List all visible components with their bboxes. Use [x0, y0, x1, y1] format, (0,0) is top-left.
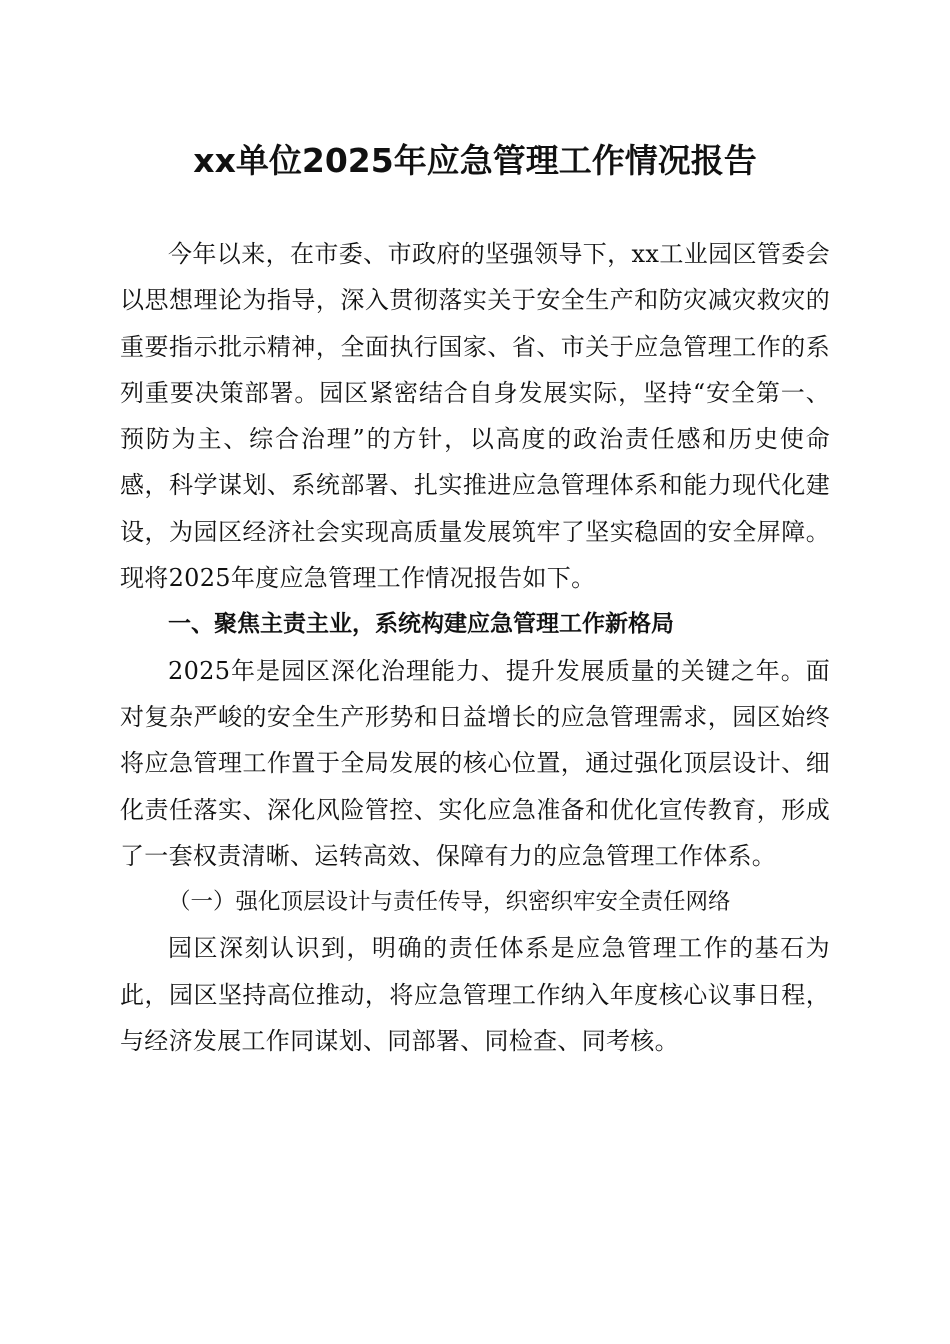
document-title: xx单位2025年应急管理工作情况报告 — [193, 141, 757, 180]
section-1-paragraph: 2025年是园区深化治理能力、提升发展质量的关键之年。面对复杂严峻的安全生产形势和日益增长的应急管理需求，园区始终将应急管理工作置于全局发展的核心位置，通过强化顶层设计、细化责任落实、深化风险管控、实化应急准备和优化宣传教育，形成了一套权责清晰、运转高效、保障有力的应急管理工作体系。 — [120, 656, 830, 870]
subsection-1-paragraph: 园区深刻认识到，明确的责任体系是应急管理工作的基石为此，园区坚持高位推动，将应急管理工作纳入年度核心议事日程，与经济发展工作同谋划、同部署、同检查、同考核。 — [120, 934, 830, 1056]
intro-paragraph: 今年以来，在市委、市政府的坚强领导下，xx工业园区管委会以思想理论为指导，深入贯彻落实关于安全生产和防灾减灾救灾的重要指示批示精神，全面执行国家、省、市关于应急管理工作的系列重要决策部署。园区紧密结合自身发展实际，坚持“安全第一、预防为主、综合治理”的方针，以高度的政治责任感和历史使命感，科学谋划、系统部署、扎实推进应急管理体系和能力现代化建设，为园区经济社会实现高质量发展筑牢了坚实稳固的安全屏障。现将2025年度应急管理工作情况报告如下。 — [120, 240, 830, 593]
subsection-heading-1: （一）强化顶层设计与责任传导，织密织牢安全责任网络 — [168, 889, 731, 916]
section-heading-1: 一、聚焦主责主业，系统构建应急管理工作新格局 — [168, 611, 674, 638]
document-body — [120, 231, 830, 1064]
